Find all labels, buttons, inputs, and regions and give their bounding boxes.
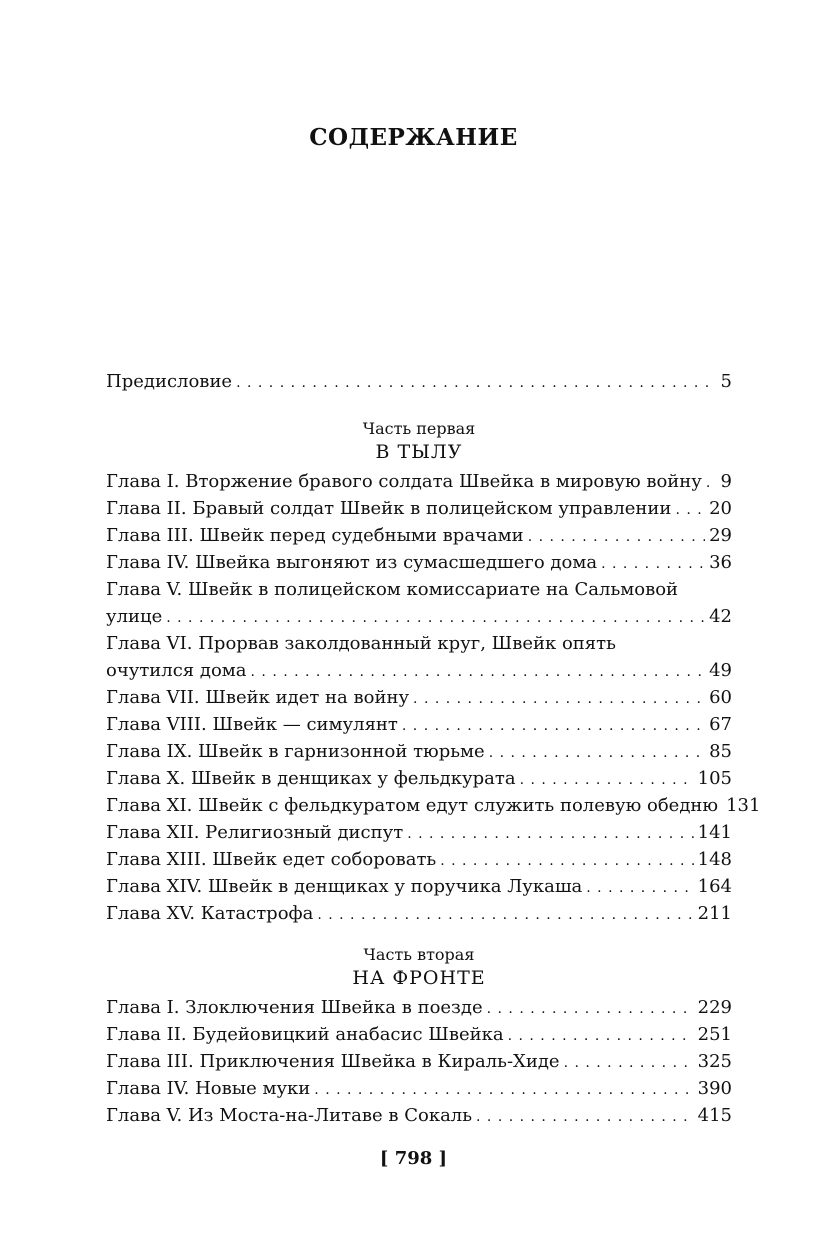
toc-entry — [106, 576, 732, 630]
toc-entry-title-cont: очутился дома — [106, 660, 247, 681]
toc-leader-dots — [476, 1104, 694, 1131]
toc-leader-dots — [675, 497, 705, 524]
preface-entry — [106, 368, 732, 395]
toc-entry-title: Предисловие — [106, 371, 233, 392]
toc-entry-title: Глава VI. Прорвав заколдованный круг, Швейк опять — [106, 633, 616, 654]
toc-entry — [106, 1021, 732, 1048]
toc-entry-page: 49 — [709, 660, 732, 681]
toc-leader-dots — [586, 875, 693, 902]
toc-entry-page: 67 — [709, 714, 732, 735]
toc-entry-page: 415 — [697, 1105, 732, 1126]
toc-entry-page: 5 — [720, 371, 732, 392]
toc-entry-title: Глава II. Бравый солдат Швейк в полицейском управлении — [106, 498, 672, 519]
toc-entry-title: Глава V. Швейк в полицейском комиссариате на Сальмовой — [106, 579, 679, 600]
toc-entry — [106, 819, 732, 846]
toc-entry — [106, 711, 732, 738]
toc-leader-dots — [440, 848, 693, 875]
page-number: [ 798 ] — [379, 1148, 448, 1169]
toc-leader-dots — [413, 686, 705, 713]
toc-entry-title: Глава IX. Швейк в гарнизонной тюрьме — [106, 741, 485, 762]
toc-leader-dots — [317, 902, 693, 929]
part-two-section — [106, 944, 732, 1129]
toc-leader-dots — [251, 659, 706, 686]
part-label: Часть первая — [362, 419, 476, 438]
toc-leader-dots — [601, 551, 705, 578]
toc-leader-dots — [407, 821, 693, 848]
toc-entry — [106, 846, 732, 873]
toc-leader-dots — [706, 470, 717, 497]
toc-entry-page: 164 — [697, 876, 732, 897]
toc-entry-page: 60 — [709, 687, 732, 708]
toc-entry-page: 85 — [709, 741, 732, 762]
toc-leader-dots — [402, 713, 705, 740]
part-one-section — [106, 418, 761, 927]
toc-entry-title: Глава I. Вторжение бравого солдата Швейка в мировую войну — [106, 471, 702, 492]
toc-entry — [106, 994, 732, 1021]
toc-entry — [106, 522, 732, 549]
toc-entry-page: 9 — [720, 471, 732, 492]
toc-entry-continuation — [106, 603, 732, 630]
toc-entry — [106, 792, 761, 819]
toc-entry-title: Глава V. Из Моста-на-Литаве в Сокаль — [106, 1105, 473, 1126]
toc-entry-page: 148 — [697, 849, 732, 870]
toc-entry-page: 229 — [697, 997, 732, 1018]
toc-entry — [106, 549, 732, 576]
toc-entry-title: Глава I. Злоключения Швейка в поезде — [106, 997, 483, 1018]
toc-entry-title: Глава X. Швейк в денщиках у фельдкурата — [106, 768, 516, 789]
toc-entry-title: Глава XIII. Швейк едет соборовать — [106, 849, 437, 870]
toc-entry-page: 211 — [697, 903, 732, 924]
toc-entry-title: Глава II. Будейовицкий анабасис Швейка — [106, 1024, 504, 1045]
toc-entry-page: 131 — [726, 795, 761, 816]
toc-entry-page: 390 — [697, 1078, 732, 1099]
toc-entry — [106, 873, 732, 900]
toc-entry-page: 251 — [697, 1024, 732, 1045]
toc-leader-dots — [314, 1077, 693, 1104]
toc-entry-title: Глава XV. Катастрофа — [106, 903, 314, 924]
part-label: Часть вторая — [363, 945, 475, 964]
toc-entry — [106, 495, 732, 522]
toc-entry-title: Глава XIV. Швейк в денщиках у поручика Лукаша — [106, 876, 583, 897]
toc-entry-title: Глава III. Приключения Швейка в Кираль-Хиде — [106, 1051, 560, 1072]
toc-entry-page: 20 — [709, 498, 732, 519]
toc-entry — [106, 684, 732, 711]
toc-entry — [106, 468, 732, 495]
toc-leader-dots — [166, 605, 705, 632]
part-name: НА ФРОНТЕ — [352, 967, 486, 989]
part-name: В ТЫЛУ — [375, 441, 463, 463]
toc-entry-page: 29 — [709, 525, 732, 546]
toc-leader-dots — [520, 767, 694, 794]
toc-entry-title: Глава VIII. Швейк — симулянт — [106, 714, 398, 735]
toc-entry-page: 42 — [709, 606, 732, 627]
toc-entry-title-cont: улице — [106, 606, 163, 627]
toc-entry-title: Глава III. Швейк перед судебными врачами — [106, 525, 524, 546]
toc-entry-page: 141 — [697, 822, 732, 843]
toc-entry — [106, 368, 732, 395]
toc-leader-dots — [487, 996, 694, 1023]
toc-entry — [106, 1102, 732, 1129]
toc-entry — [106, 738, 732, 765]
toc-entry — [106, 1048, 732, 1075]
toc-entry-title: Глава IV. Новые муки — [106, 1078, 311, 1099]
toc-entry — [106, 900, 732, 927]
toc-leader-dots — [528, 524, 705, 551]
toc-entry-page: 36 — [709, 552, 732, 573]
page-title: СОДЕРЖАНИЕ — [309, 124, 518, 151]
toc-entry — [106, 765, 732, 792]
toc-leader-dots — [508, 1023, 694, 1050]
toc-entry-page: 105 — [697, 768, 732, 789]
toc-leader-dots — [489, 740, 705, 767]
toc-entry — [106, 630, 732, 684]
toc-entry-title: Глава XII. Религиозный диспут — [106, 822, 404, 843]
toc-leader-dots — [564, 1050, 694, 1077]
toc-entry-title: Глава IV. Швейка выгоняют из сумасшедшего дома — [106, 552, 598, 573]
toc-entry — [106, 1075, 732, 1102]
toc-entry-continuation — [106, 657, 732, 684]
toc-entry-title: Глава VII. Швейк идет на войну — [106, 687, 410, 708]
toc-entry-title: Глава XI. Швейк с фельдкуратом едут служить полевую обедню — [106, 795, 719, 816]
toc-leader-dots — [236, 370, 716, 397]
toc-entry-page: 325 — [697, 1051, 732, 1072]
